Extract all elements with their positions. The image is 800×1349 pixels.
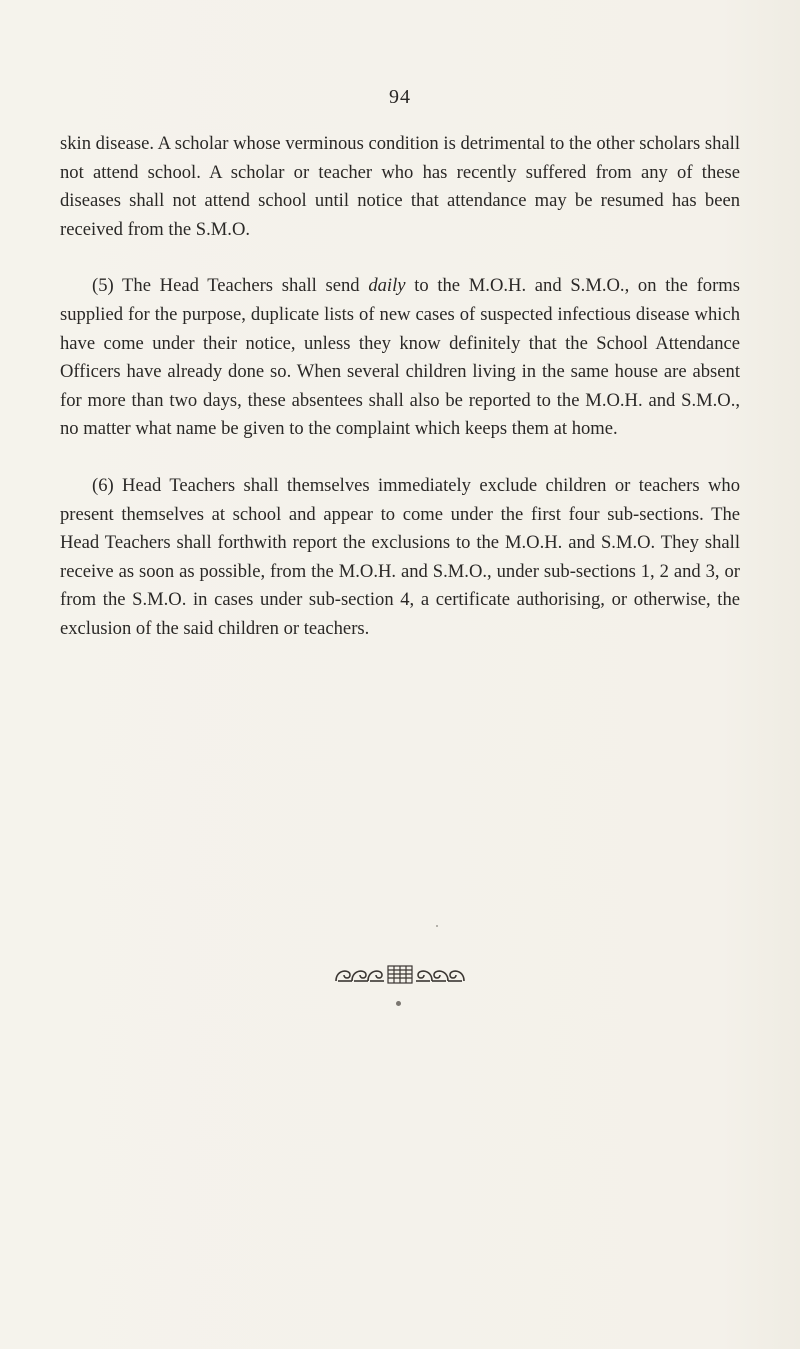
paragraph-6: (6) Head Teachers shall themselves immediately exclude children or teachers who present themselves at school and appear to come under the first four sub-sections. The Head Teachers shall forthwith report the exclusions to the M.O.H. and S.M.O. They shall receive as soon as possible, from the M.O.H. and S.M.O., under sub-sections 1, 2 and 3, or from the S.M.O. in cases under sub-section 4, a certificate authorising, or otherwise, the exclusion of the said children or teachers. [60,474,740,639]
paragraph-5-rest: to the M.O.H. and S.M.O., on the forms supplied for the purpose, duplicate lists of new cases of suspected infectious disease which have come under their notice, unless they know definitely that the School Attendance Officers have already done so. When several children living in the same house are absent for more than two days, these absentees shall also be reported to the M.O.H. and S.M.O., no matter what name be given to the complaint which keeps them at home. [60,275,740,440]
printers-ornament-icon [300,965,500,985]
body-text [60,130,740,672]
paper-speck [436,925,438,927]
ornament-dot [396,1001,401,1006]
page-number: 94 [389,86,411,108]
paragraph-continuation: skin disease. A scholar whose verminous condition is detrimental to the other scholars shall not attend school. A scholar or teacher who has recently suffered from any of these diseases shall not attend school until notice that attendance may be resumed has been received from the S.M.O. [60,133,740,240]
ornament-graphic [300,965,500,985]
paragraph-5 [60,272,740,444]
paragraph-5-lead: (5) The Head Teachers shall send [92,275,369,297]
paragraph-5-emphasis: daily [368,275,406,297]
